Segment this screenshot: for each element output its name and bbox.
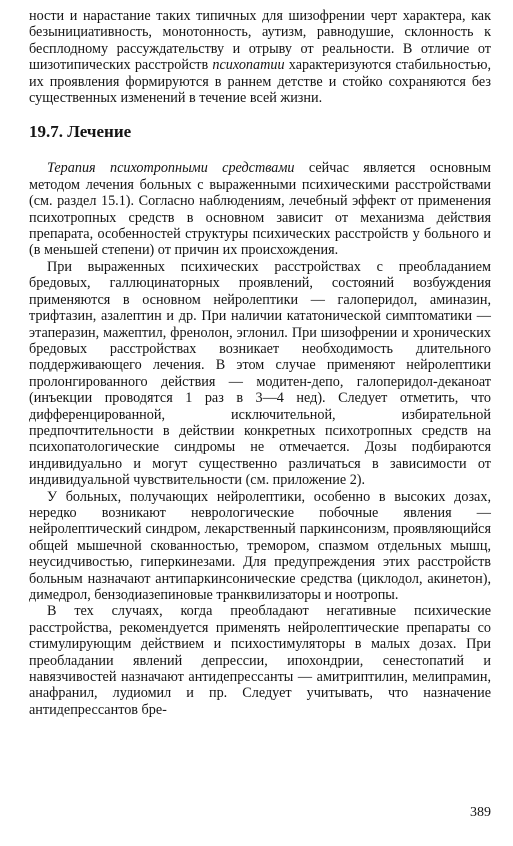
intro-italic-term: психопатии (212, 57, 285, 74)
paragraph-1-text: сейчас является основным методом лечения больных с выраженными психическими расстройствами (см. раздел 15.1). Согласно наблюдениям, лечебный эффект от применения психотропных средств в основном зависит от механизма действия препарата, особенностей структуры психических расстройств у больного и (в меньшей степени) от причин их происхождения. (29, 160, 491, 259)
paragraph-2 (29, 259, 491, 489)
paragraph-3 (29, 489, 491, 604)
section-heading: 19.7. Лечение (29, 122, 132, 142)
intro-text: ности и нарастание таких типичных для шизофрении черт характера, как безынициативность, монотонность, аутизм, равнодушие, склонность к бесплодному рассуждательству и отрыву от реальности. В отличие от шизотипических расстройств (29, 8, 491, 74)
paragraph-1-italic-term: Терапия психотропными средствами (47, 160, 295, 177)
intro-tail-text: характеризуются стабильностью, их проявления формируются в раннем детстве и стойко сохраняются без существенных изменений в течение всей жизни. (29, 57, 491, 107)
paragraph-4 (29, 603, 491, 718)
document-page (29, 8, 491, 718)
page-number: 389 (470, 805, 491, 820)
intro-paragraph (29, 8, 491, 106)
paragraph-4-text: В тех случаях, когда преобладают негативные психические расстройства, рекомендуется применять нейролептические препараты со стимулирующим действием и психостимуляторы в малых дозах. При преобладании явлений депрессии, ипохондрии, сенестопатий и навязчивостей назначают антидепрессанты — амитриптилин, мелипрамин, анафранил, лудиомил и пр. Следует учитывать, что назначение антидепрессантов бре- (29, 603, 491, 718)
paragraph-2-text: При выраженных психических расстройствах с преобладанием бредовых, галлюцинаторных проявлений, состояний возбуждения применяются в основном нейролептики — галоперидол, аминазин, трифтазин, азалептин и др. При наличии кататонической симптоматики — этаперазин, мажептил, френолон, эглонил. При шизофрении и хронических бредовых расстройствах возникает необходимость длительного поддерживающего лечения. В этом случае применяют нейролептики пролонгированного действия — модитен-депо, галоперидол-деканоат (инъекции проводятся 1 раз в 3—4 нед). Следует отметить, что дифференцированной, исключительной, избирательной предпочтительности в действии конкретных психотропных средств на психопатологические синдромы не отмечается. Дозы подбираются индивидуально и могут существенно различаться в зависимости от индивидуальной чувствительности (см. приложение 2). (29, 258, 491, 489)
paragraph-1 (29, 160, 491, 258)
paragraph-3-text: У больных, получающих нейролептики, особенно в высоких дозах, нередко возникают неврологические побочные явления — нейролептический синдром, лекарственный паркинсонизм, проявляющийся общей мышечной скованностью, тремором, спазмом отдельных мышц, неусидчивостью, гиперкинезами. Для предупреждения этих расстройств больным назначают антипаркинсонические средства (циклодол, акинетон), димедрол, бензодиазепиновые транквилизаторы и ноотропы. (29, 488, 491, 603)
